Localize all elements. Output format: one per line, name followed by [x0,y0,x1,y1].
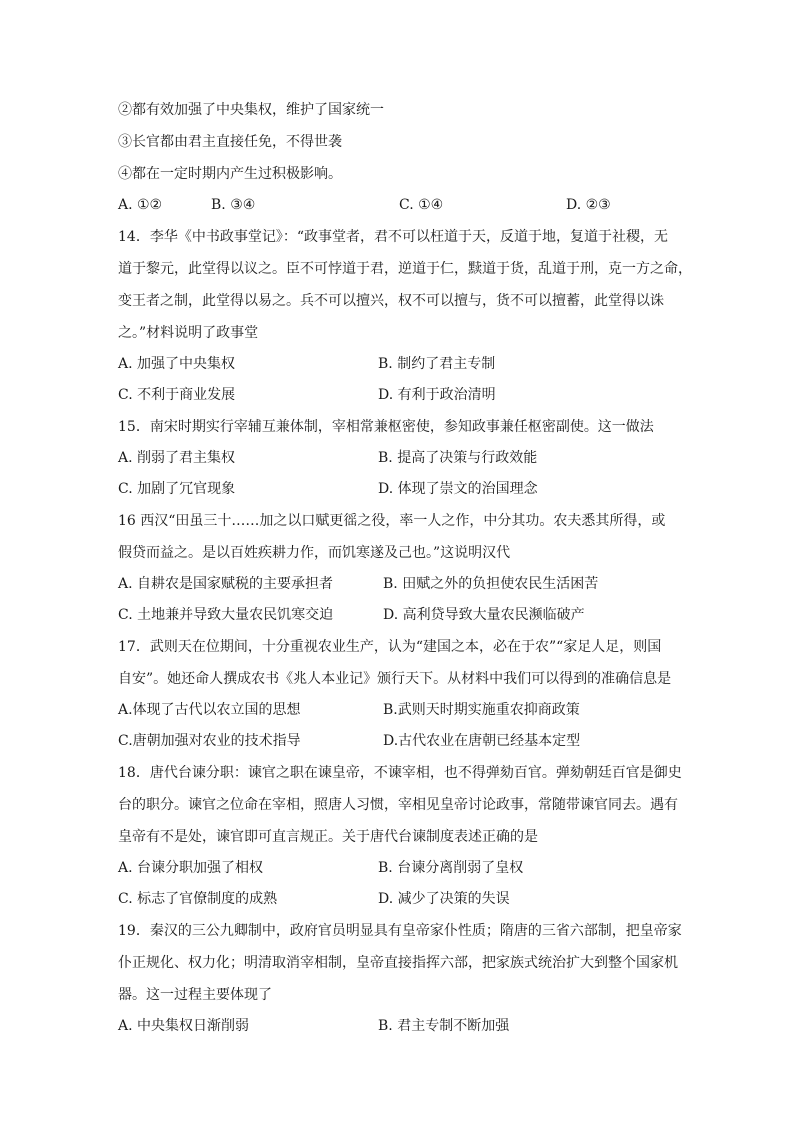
q14-option-a[interactable]: A. 加强了中央集权 [118,356,236,372]
q14-text-line-2: 道于黎元，此堂得以议之。臣不可悖道于君，逆道于仁，黩道于货，乱道于刑，克一方之命， [118,261,692,277]
q15-options-row-2 [118,474,678,505]
q15-option-d[interactable]: D. 体现了崇文的治国理念 [378,481,538,497]
q17-option-b[interactable]: B.武则天时期实施重农抑商政策 [383,702,580,718]
exam-page [118,94,692,1042]
q16-text-line-2: 假贷而益之。是以百姓疾耕力作，而饥寒遂及己也。”这说明汉代 [118,545,511,561]
q15-text-line-1: 15．南宋时期实行宰辅互兼体制，宰相常兼枢密使，参知政事兼任枢密副使。这一做法 [118,419,654,435]
q13-option-d[interactable]: D. ②③ [566,197,611,213]
q17-option-c[interactable]: C.唐朝加强对农业的技术指导 [118,733,301,749]
q19-option-b[interactable]: B. 君主专制不断加强 [378,1018,510,1034]
q18-text-line-1: 18．唐代台谏分职：谏官之职在谏皇帝，不谏宰相，也不得弹劾百官。弹劾朝廷百官是御史 [118,765,682,781]
q15-option-a[interactable]: A. 削弱了君主集权 [118,450,236,466]
q18-text-line-3: 皇帝有不是处，谏官即可直言规正。关于唐代台谏制度表述正确的是 [118,829,538,845]
q14-option-d[interactable]: D. 有利于政治清明 [378,387,496,403]
q16-option-c[interactable]: C. 土地兼并导致大量农民饥寒交迫 [118,607,334,623]
q16-option-d[interactable]: D. 高利贷导致大量农民濒临破产 [383,607,585,623]
q18-option-b[interactable]: B. 台谏分离削弱了皇权 [378,860,524,876]
q19-option-a[interactable]: A. 中央集权日渐削弱 [118,1018,250,1034]
q13-option-b[interactable]: B. ③④ [211,197,256,213]
q17-options-row-1 [118,695,678,726]
q14-options-row-1 [118,349,678,380]
q15-option-c[interactable]: C. 加剧了冗官现象 [118,481,236,497]
q18-option-c[interactable]: C. 标志了官僚制度的成熟 [118,891,278,907]
q18-text-line-2: 台的职分。谏官之位命在宰相，照唐人习惯，宰相见皇帝讨论政事，常随带谏官同去。遇有 [118,797,678,813]
q19-text-line-3: 器。这一过程主要体现了 [118,987,272,1003]
q18-option-d[interactable]: D. 减少了决策的失误 [378,891,510,907]
q17-option-a[interactable]: A.体现了古代以农立国的思想 [118,702,301,718]
q16-options-row-2 [118,600,678,631]
q15-option-b[interactable]: B. 提高了决策与行政效能 [378,450,538,466]
q17-text-line-2: 自安”。她还命人撰成农书《兆人本业记》颁行天下。从材料中我们可以得到的准确信息是 [118,671,672,687]
q14-text-line-4: 之。”材料说明了政事堂 [118,325,259,341]
q13-options [118,190,678,221]
q17-option-d[interactable]: D.古代农业在唐朝已经基本定型 [383,733,581,749]
q14-option-b[interactable]: B. 制约了君主专制 [378,356,496,372]
q13-option-c[interactable]: C. ①④ [399,197,444,213]
q16-option-a[interactable]: A. 自耕农是国家赋税的主要承担者 [118,576,334,592]
q19-text-line-2: 仆正规化、权力化；明清取消宰相制，皇帝直接指挥六部，把家族式统治扩大到整个国家机 [118,955,678,971]
q17-options-row-2 [118,726,678,757]
q14-text-line-3: 变王者之制，此堂得以易之。兵不可以擅兴，权不可以擅与，货不可以擅蓄，此堂得以诛 [118,293,664,309]
q13-option-a[interactable]: A. ①② [118,197,163,213]
q16-option-b[interactable]: B. 田赋之外的负担使农民生活困苦 [383,576,599,592]
q16-text-line-1: 16 西汉“田虽三十……加之以口赋更徭之役，率一人之作，中分其功。农夫悉其所得，或 [118,513,666,529]
q14-options-row-2 [118,380,678,411]
q19-text-line-1: 19．秦汉的三公九卿制中，政府官员明显具有皇帝家仆性质；隋唐的三省六部制，把皇帝家 [118,923,682,939]
q16-options-row-1 [118,569,678,600]
q13-statement-2: ②都有效加强了中央集权，维护了国家统一 [118,102,384,118]
q17-text-line-1: 17．武则天在位期间，十分重视农业生产，认为“建国之本，必在于农”“家足人足，则国 [118,639,662,655]
q18-options-row-1 [118,853,678,884]
q13-statement-4: ④都在一定时期内产生过积极影响。 [118,166,342,182]
q13-statement-3: ③长官都由君主直接任免，不得世袭 [118,134,342,150]
q18-options-row-2 [118,884,678,915]
q14-text-line-1: 14．李华《中书政事堂记》：“政事堂者，君不可以枉道于天，反道于地，复道于社稷，无 [118,229,668,245]
q19-options-row-1 [118,1011,678,1042]
q18-option-a[interactable]: A. 台谏分职加强了相权 [118,860,264,876]
q15-options-row-1 [118,443,678,474]
q14-option-c[interactable]: C. 不利于商业发展 [118,387,236,403]
